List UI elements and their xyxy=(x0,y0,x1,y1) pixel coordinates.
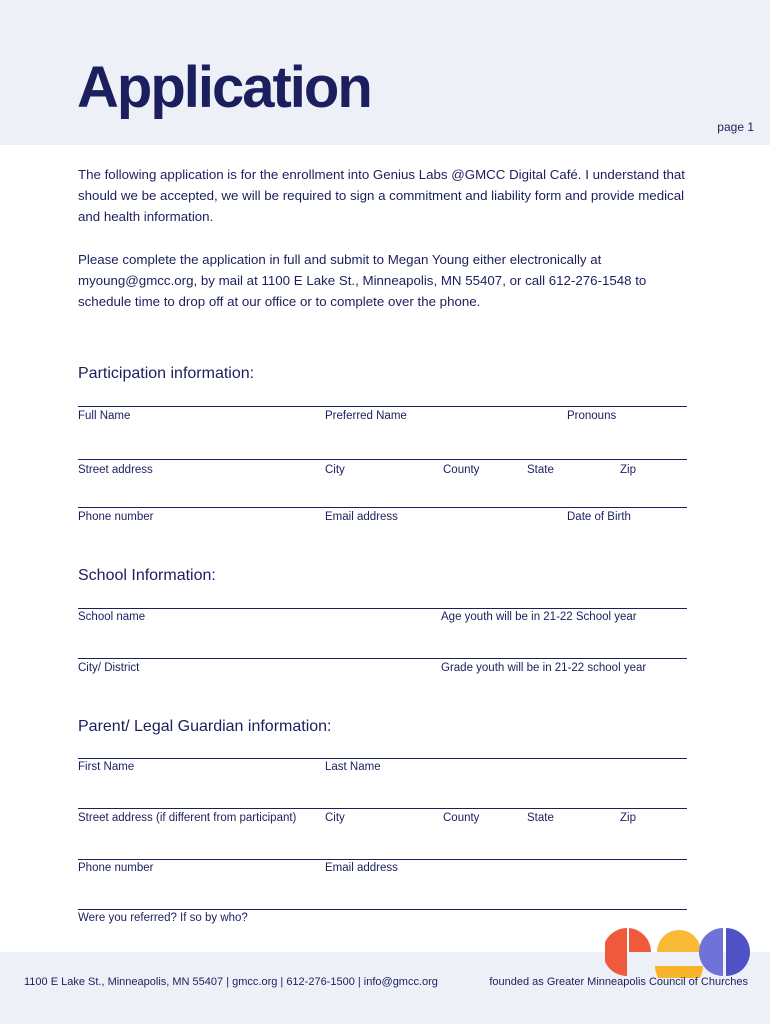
pronouns-label: Pronouns xyxy=(567,410,617,422)
intro-paragraph-1: The following application is for the enrollment into Genius Labs @GMCC Digital Café. I understand that should we be accepted, we will be required to sign a commitment and liability form and provide medical and health information. xyxy=(78,167,685,224)
dob-label: Date of Birth xyxy=(567,511,631,523)
school-name-line[interactable] xyxy=(78,608,687,609)
guardian-section-title: Parent/ Legal Guardian information: xyxy=(78,718,332,735)
full-name-label: Full Name xyxy=(78,410,131,422)
intro-paragraph-2: Please complete the application in full and submit to Megan Young either electronically at myoung@gmcc.org, by mail at 1100 E Lake St., Minneapolis, MN 55407, or call 612-276-1548 to schedule time to drop off at our office or to complete over the phone. xyxy=(78,252,647,309)
street-address-label: Street address xyxy=(78,464,153,476)
gmcc-logo-icon xyxy=(605,926,750,978)
city-label: City xyxy=(325,464,345,476)
guardian-street-line[interactable] xyxy=(78,808,687,809)
city-district-label: City/ District xyxy=(78,662,140,674)
guardian-state-label: State xyxy=(527,812,554,824)
preferred-name-label: Preferred Name xyxy=(325,410,407,422)
guardian-street-label: Street address (if different from participant) xyxy=(78,812,297,824)
guardian-phone-line[interactable] xyxy=(78,859,687,860)
logo-red-quarter xyxy=(629,928,651,952)
logo-red-shape xyxy=(605,928,627,976)
guardian-phone-label: Phone number xyxy=(78,862,154,874)
city-district-line[interactable] xyxy=(78,658,687,659)
footer-contact: 1100 E Lake St., Minneapolis, MN 55407 | gmcc.org | 612-276-1500 | info@gmcc.org xyxy=(24,976,438,988)
referral-line[interactable] xyxy=(78,909,687,910)
state-label: State xyxy=(527,464,554,476)
page-number: page 1 xyxy=(717,120,754,134)
full-name-line[interactable] xyxy=(78,406,687,407)
referral-label: Were you referred? If so by who? xyxy=(78,912,248,924)
guardian-email-label: Email address xyxy=(325,862,398,874)
guardian-last-name-label: Last Name xyxy=(325,761,381,773)
zip-label: Zip xyxy=(620,464,636,476)
age-label: Age youth will be in 21-22 School year xyxy=(441,611,637,623)
logo-yellow-top xyxy=(657,930,701,952)
page-title: Application xyxy=(77,55,371,120)
county-label: County xyxy=(443,464,480,476)
street-address-line[interactable] xyxy=(78,459,687,460)
logo-blue-right xyxy=(726,928,750,976)
guardian-first-name-label: First Name xyxy=(78,761,135,773)
guardian-county-label: County xyxy=(443,812,480,824)
school-name-label: School name xyxy=(78,611,146,623)
school-section-title: School Information: xyxy=(78,567,216,584)
guardian-zip-label: Zip xyxy=(620,812,636,824)
guardian-city-label: City xyxy=(325,812,345,824)
footer-founded: founded as Greater Minneapolis Council of Churches xyxy=(489,976,748,988)
phone-line[interactable] xyxy=(78,507,687,508)
grade-label: Grade youth will be in 21-22 school year xyxy=(441,662,647,674)
phone-label: Phone number xyxy=(78,511,154,523)
guardian-name-line[interactable] xyxy=(78,758,687,759)
email-label: Email address xyxy=(325,511,398,523)
participation-section-title: Participation information: xyxy=(78,365,255,382)
